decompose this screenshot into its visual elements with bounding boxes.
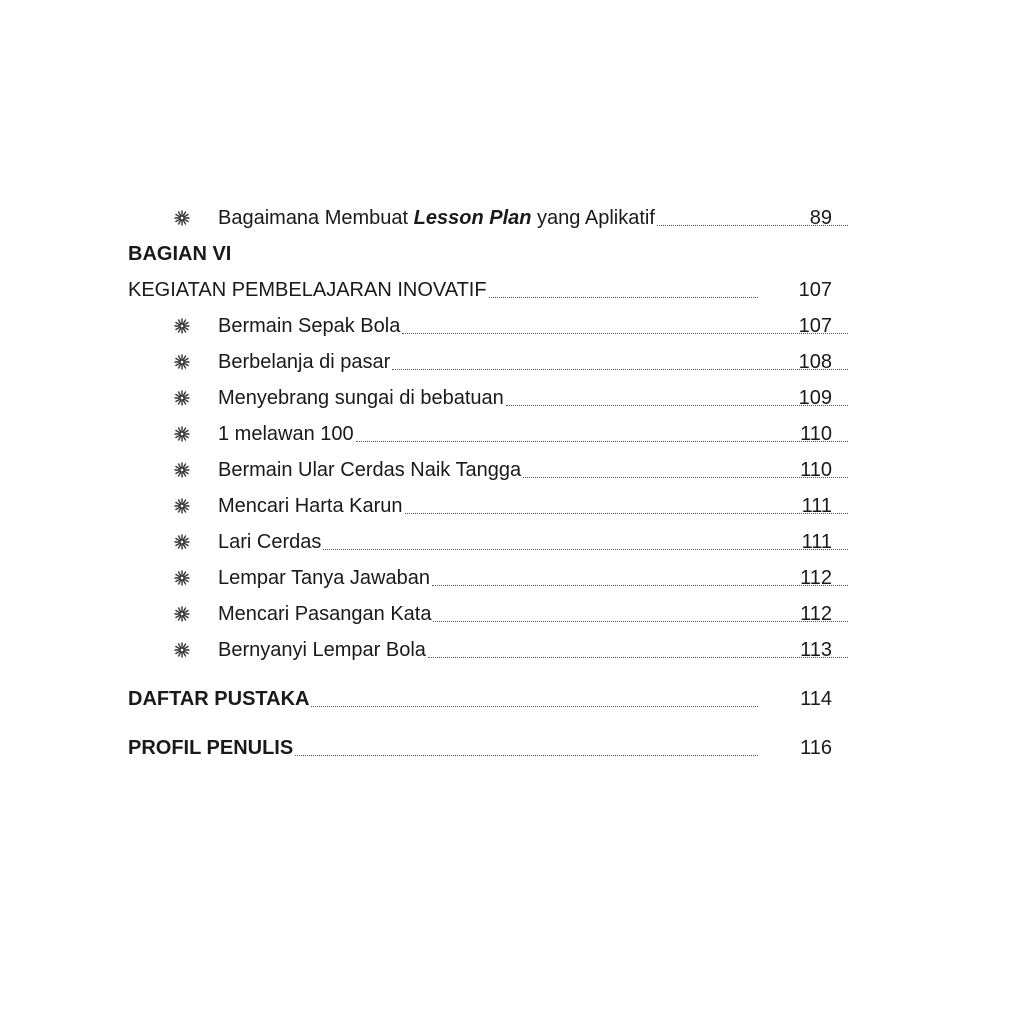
dot-leader	[489, 297, 758, 298]
table-of-contents	[128, 200, 832, 766]
page-number: 113	[800, 639, 832, 661]
toc-entry[interactable]	[128, 632, 832, 668]
page-number: 108	[798, 351, 832, 373]
toc-entry-text	[218, 380, 850, 416]
toc-entry[interactable]	[128, 452, 832, 488]
toc-entry-label: Mencari Harta Karun	[218, 495, 403, 517]
section-heading	[128, 236, 832, 272]
toc-entry-text	[128, 730, 760, 766]
toc-entry[interactable]	[128, 416, 832, 452]
page-number: 111	[801, 531, 832, 553]
toc-entry-text	[128, 272, 760, 308]
toc-entry[interactable]	[128, 524, 832, 560]
ornament-bullet-icon	[128, 426, 218, 442]
page-number: 112	[800, 567, 832, 589]
toc-entry-profil-penulis[interactable]	[128, 730, 832, 766]
toc-entry-label: Bermain Ular Cerdas Naik Tangga	[218, 459, 522, 481]
page-number: 114	[800, 688, 832, 710]
ornament-bullet-icon	[128, 498, 218, 514]
toc-entry-text	[218, 560, 850, 596]
toc-entry-section-title[interactable]	[128, 272, 832, 308]
toc-entry-text	[218, 308, 850, 344]
toc-entry[interactable]	[128, 488, 832, 524]
ornament-bullet-icon	[128, 606, 218, 622]
daftar-pustaka-label: DAFTAR PUSTAKA	[128, 688, 310, 710]
toc-entry[interactable]	[128, 308, 832, 344]
dot-leader	[311, 706, 758, 707]
page-number: 107	[798, 315, 832, 337]
toc-entry-text	[218, 596, 850, 632]
ornament-bullet-icon	[128, 354, 218, 370]
toc-entry-text	[218, 416, 850, 452]
toc-entry-label: Menyebrang sungai di bebatuan	[218, 387, 504, 409]
toc-entry-text	[218, 632, 850, 668]
toc-entry-label: 1 melawan 100	[218, 423, 354, 445]
page-number: 116	[800, 737, 832, 759]
toc-items-list	[128, 308, 832, 668]
page-number: 89	[809, 207, 832, 229]
toc-entry-lesson-plan[interactable]	[128, 200, 832, 236]
ornament-bullet-icon	[128, 570, 218, 586]
ornament-bullet-icon	[128, 390, 218, 406]
ornament-bullet-icon	[128, 210, 218, 226]
section-heading-label: BAGIAN VI	[128, 243, 232, 265]
dot-leader	[323, 549, 848, 550]
toc-entry[interactable]	[128, 344, 832, 380]
ornament-bullet-icon	[128, 318, 218, 334]
toc-entry-label: Bermain Sepak Bola	[218, 315, 401, 337]
toc-entry-text	[218, 488, 850, 524]
toc-entry[interactable]	[128, 560, 832, 596]
toc-entry-text	[218, 524, 850, 560]
toc-entry-text	[218, 452, 850, 488]
toc-entry[interactable]	[128, 596, 832, 632]
page-number: 112	[800, 603, 832, 625]
lesson-plan-emphasis: Lesson Plan	[413, 207, 532, 229]
toc-entry-text	[128, 681, 760, 717]
ornament-bullet-icon	[128, 642, 218, 658]
toc-entry-text	[218, 200, 850, 236]
toc-entry-label: Lempar Tanya Jawaban	[218, 567, 430, 589]
toc-entry[interactable]	[128, 380, 832, 416]
ornament-bullet-icon	[128, 534, 218, 550]
toc-entry-label: Mencari Pasangan Kata	[218, 603, 432, 625]
toc-entry-daftar-pustaka[interactable]	[128, 681, 832, 717]
profil-penulis-label: PROFIL PENULIS	[128, 737, 294, 759]
ornament-bullet-icon	[128, 462, 218, 478]
toc-entry-label: Berbelanja di pasar	[218, 351, 391, 373]
dot-leader	[295, 755, 758, 756]
toc-entry-label: Bernyanyi Lempar Bola	[218, 639, 426, 661]
page-number: 111	[801, 495, 832, 517]
toc-entry-label: Bagaimana Membuat Lesson Plan yang Aplikatif	[218, 207, 655, 229]
page-number: 109	[798, 387, 832, 409]
toc-entry-label: Lari Cerdas	[218, 531, 322, 553]
toc-entry-text	[218, 344, 850, 380]
page-number: 110	[800, 423, 832, 445]
page-number: 107	[798, 279, 832, 301]
page-number: 110	[800, 459, 832, 481]
section-title-label: KEGIATAN PEMBELAJARAN INOVATIF	[128, 279, 487, 301]
